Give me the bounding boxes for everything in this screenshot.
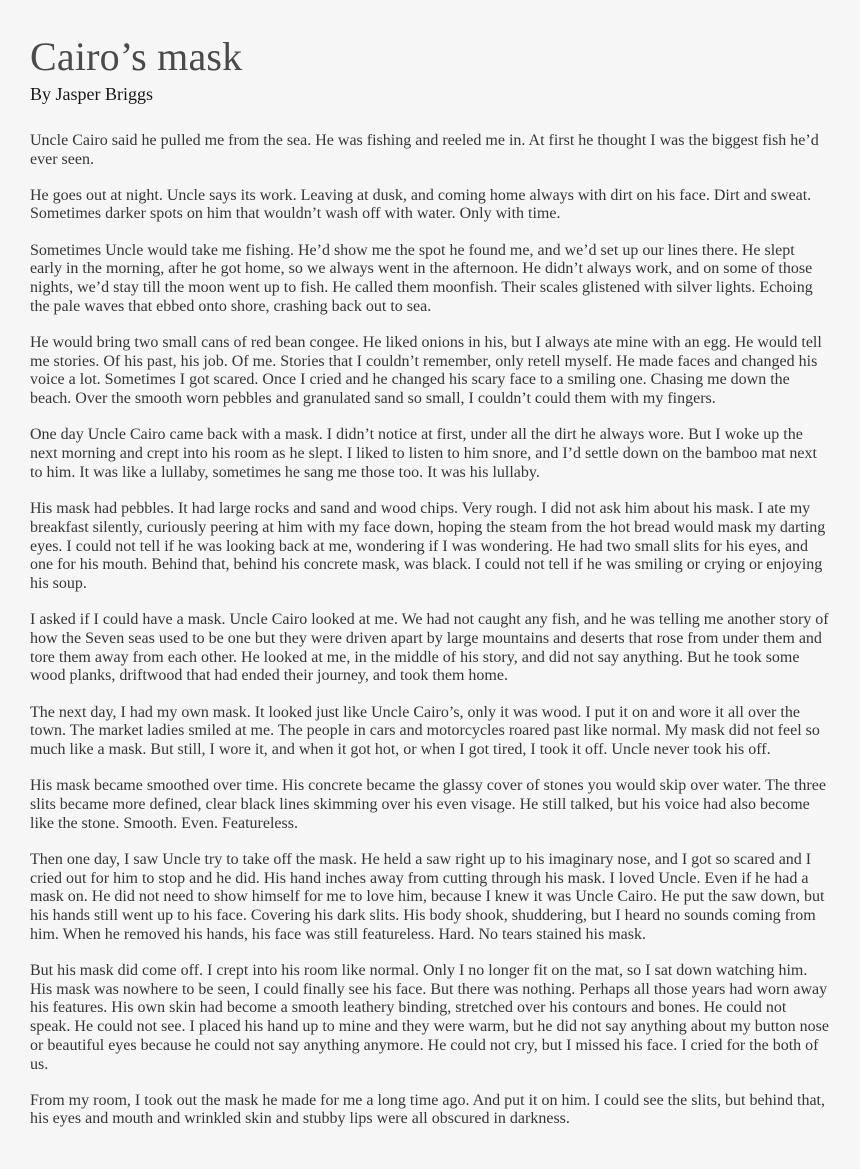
story-paragraph: His mask became smoothed over time. His concrete became the glassy cover of stones you would skip over water. The three slits became more defined, clear black lines skimming over his even visage. He still talked, but his voice had also become like the stone. Smooth. Even. Featureless. (30, 777, 826, 832)
story-paragraph: From my room, I took out the mask he made for me a long time ago. And put it on him. I could see the slits, but behind that, his eyes and mouth and wrinkled skin and stubby lips were all obscured in darkness. (30, 1091, 825, 1128)
story-paragraph: Sometimes Uncle would take me fishing. He’d show me the spot he found me, and we’d set up our lines there. He slept early in the morning, after he got home, so we always went in the afternoon. He didn’t always work, and on some of those nights, we’d stay till the moon went up to fish. He called them moonfish. Their scales glistened with silver lights. Echoing the pale waves that ebbed onto shore, crashing back out to sea. (30, 241, 813, 315)
byline: By Jasper Briggs (30, 84, 153, 104)
story-paragraph: He goes out at night. Uncle says its work. Leaving at dusk, and coming home always with dirt on his face. Dirt and sweat. Sometimes darker spots on him that wouldn’t wash off with water. Only with time. (30, 186, 812, 223)
story-paragraph: One day Uncle Cairo came back with a mask. I didn’t notice at first, under all the dirt he always wore. But I woke up the next morning and crept into his room as he slept. I liked to listen to him snore, and I’d settle down on the bamboo mat next to him. It was like a lullaby, sometimes he sang me those too. It was his lullaby. (30, 426, 817, 481)
story-paragraph: Uncle Cairo said he pulled me from the sea. He was fishing and reeled me in. At first he thought I was the biggest fish he’d ever seen. (30, 131, 819, 168)
story-paragraph: Then one day, I saw Uncle try to take off the mask. He held a saw right up to his imaginary nose, and I got so scared and I cried out for him to stop and he did. His hand inches away from cutting through his mask. I loved Uncle. Even if he had a mask on. He did not need to show himself for me to love him, because I knew it was Uncle Cairo. He put the saw down, but his hands still went up to his face. Covering his dark slits. His body shook, shuddering, but I heard no sounds coming from him. When he removed his hands, his face was still featureless. Hard. No tears stained his mask. (30, 850, 825, 943)
story-paragraph: I asked if I could have a mask. Uncle Cairo looked at me. We had not caught any fish, and he was telling me another story of how the Seven seas used to be one but they were driven apart by large mountains and deserts that rose from under them and tore them away from each other. He looked at me, in the middle of his story, and did not say anything. But he took some wood planks, driftwood that had ended their journey, and took them home. (30, 611, 829, 685)
page-title: Cairo’s mask (30, 34, 243, 79)
story-paragraph: The next day, I had my own mask. It looked just like Uncle Cairo’s, only it was wood. I put it on and wore it all over the town. The market ladies smiled at me. The people in cars and motorcycles roared past like normal. My mask did not feel so much like a mask. But still, I wore it, and when it got hot, or when I got tired, I took it off. Uncle never took his off. (30, 703, 820, 758)
story-paragraph: But his mask did come off. I crept into his room like normal. Only I no longer fit on the mat, so I sat down watching him. His mask was nowhere to be seen, I could finally see his face. But there was nothing. Perhaps all those years had worn away his features. His own skin had become a smooth leathery binding, stretched over his contours and bones. He could not speak. He could not see. I placed his hand up to mine and they were warm, but he did not say anything about my button nose or beautiful eyes because he could not say anything anymore. He could not cry, but I missed his face. I cried for the both of us. (30, 961, 829, 1073)
story-paragraph: He would bring two small cans of red bean congee. He liked onions in his, but I always ate mine with an egg. He would tell me stories. Of his past, his job. Of me. Stories that I couldn’t remember, only retell myself. He made faces and changed his voice a lot. Sometimes I got scared. Once I cried and he changed his scary face to a smiling one. Chasing me down the beach. Over the smooth worn pebbles and granulated sand so small, I couldn’t could them with my fingers. (30, 334, 822, 408)
story-paragraph: His mask had pebbles. It had large rocks and sand and wood chips. Very rough. I did not ask him about his mask. I ate my breakfast silently, curiously peering at him with my face down, hoping the steam from the hot bread would mask my darting eyes. I could not tell if he was looking back at me, wondering if I was wondering. He had two small slits for his eyes, and one for his mouth. Behind that, behind his concrete mask, was black. I could not tell if he was smiling or crying or enjoying his soup. (30, 500, 826, 592)
